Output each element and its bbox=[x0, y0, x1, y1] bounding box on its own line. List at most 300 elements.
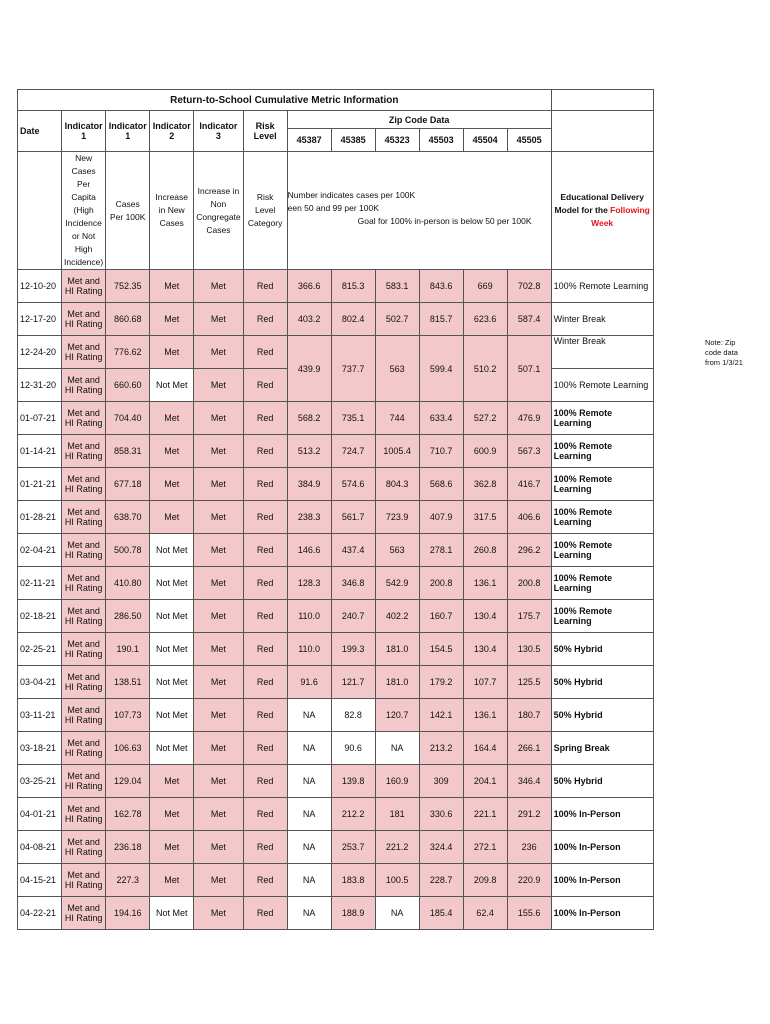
metric-sheet bbox=[17, 89, 654, 930]
row-risk-level: Red bbox=[243, 864, 287, 897]
row-zip-value: 204.1 bbox=[463, 765, 507, 798]
row-zip-value: 362.8 bbox=[463, 468, 507, 501]
row-zip-value: 154.5 bbox=[419, 633, 463, 666]
row-cases-per-100k: 410.80 bbox=[106, 567, 150, 600]
table-row bbox=[18, 270, 654, 303]
row-delivery-model: 100% Remote Learning bbox=[551, 600, 653, 633]
row-indicator2: Met bbox=[150, 270, 194, 303]
row-indicator2: Not Met bbox=[150, 666, 194, 699]
desc-date bbox=[18, 152, 62, 270]
row-date: 03-18-21 bbox=[18, 732, 62, 765]
row-rating: Met and HI Rating bbox=[62, 600, 106, 633]
row-zip-value: 403.2 bbox=[287, 303, 331, 336]
desc-zip-notes bbox=[287, 152, 551, 270]
row-zip-value: 437.4 bbox=[331, 534, 375, 567]
row-zip-value: 91.6 bbox=[287, 666, 331, 699]
zip-note-line2: een 50 and 99 per 100K bbox=[287, 202, 379, 213]
table-row bbox=[18, 501, 654, 534]
row-rating: Met and HI Rating bbox=[62, 567, 106, 600]
row-risk-level: Red bbox=[243, 402, 287, 435]
row-risk-level: Red bbox=[243, 468, 287, 501]
zip-note-line1: Number indicates cases per 100K bbox=[287, 189, 416, 200]
sheet-title: Return-to-School Cumulative Metric Information bbox=[18, 90, 552, 111]
table-row bbox=[18, 435, 654, 468]
row-zip-value: 513.2 bbox=[287, 435, 331, 468]
row-delivery-model: 100% Remote Learning bbox=[551, 468, 653, 501]
header-date: Date bbox=[18, 111, 62, 152]
row-zip-value: 107.7 bbox=[463, 666, 507, 699]
row-zip-value: 510.2 bbox=[463, 336, 507, 402]
row-zip-value: NA bbox=[287, 831, 331, 864]
row-indicator2: Met bbox=[150, 435, 194, 468]
row-zip-value: 278.1 bbox=[419, 534, 463, 567]
row-indicator3: Met bbox=[194, 501, 243, 534]
row-zip-value: 563 bbox=[375, 336, 419, 402]
row-zip-value: 179.2 bbox=[419, 666, 463, 699]
row-cases-per-100k: 776.62 bbox=[106, 336, 150, 369]
row-delivery-model: Winter Break bbox=[551, 336, 653, 369]
row-zip-value: 317.5 bbox=[463, 501, 507, 534]
row-indicator3: Met bbox=[194, 699, 243, 732]
row-zip-value: 164.4 bbox=[463, 732, 507, 765]
row-zip-value: 272.1 bbox=[463, 831, 507, 864]
row-zip-value: NA bbox=[287, 765, 331, 798]
row-date: 12-24-20 bbox=[18, 336, 62, 369]
row-risk-level: Red bbox=[243, 501, 287, 534]
row-rating: Met and HI Rating bbox=[62, 369, 106, 402]
row-indicator2: Not Met bbox=[150, 600, 194, 633]
row-risk-level: Red bbox=[243, 798, 287, 831]
row-date: 02-18-21 bbox=[18, 600, 62, 633]
row-zip-value: 199.3 bbox=[331, 633, 375, 666]
row-zip-value: 633.4 bbox=[419, 402, 463, 435]
row-zip-value: 180.7 bbox=[507, 699, 551, 732]
row-zip-value: 121.7 bbox=[331, 666, 375, 699]
row-zip-value: 843.6 bbox=[419, 270, 463, 303]
row-cases-per-100k: 194.16 bbox=[106, 897, 150, 930]
row-zip-value: 240.7 bbox=[331, 600, 375, 633]
row-cases-per-100k: 704.40 bbox=[106, 402, 150, 435]
row-risk-level: Red bbox=[243, 831, 287, 864]
row-zip-value: 266.1 bbox=[507, 732, 551, 765]
row-rating: Met and HI Rating bbox=[62, 270, 106, 303]
row-zip-value: 406.6 bbox=[507, 501, 551, 534]
row-indicator2: Not Met bbox=[150, 633, 194, 666]
row-delivery-model: Spring Break bbox=[551, 732, 653, 765]
row-risk-level: Red bbox=[243, 897, 287, 930]
row-delivery-model: 100% In-Person bbox=[551, 897, 653, 930]
row-zip-value: 160.9 bbox=[375, 765, 419, 798]
row-indicator3: Met bbox=[194, 303, 243, 336]
row-zip-value: 710.7 bbox=[419, 435, 463, 468]
zip-code-note: Note: Zip code data from 1/3/21 bbox=[705, 338, 743, 367]
row-zip-value: 136.1 bbox=[463, 699, 507, 732]
row-risk-level: Red bbox=[243, 600, 287, 633]
row-delivery-model: 50% Hybrid bbox=[551, 765, 653, 798]
row-indicator2: Met bbox=[150, 468, 194, 501]
row-zip-value: 110.0 bbox=[287, 633, 331, 666]
table-row bbox=[18, 468, 654, 501]
row-cases-per-100k: 500.78 bbox=[106, 534, 150, 567]
header-zip: 45387 bbox=[287, 129, 331, 152]
row-delivery-model: 100% Remote Learning bbox=[551, 402, 653, 435]
row-zip-value: 82.8 bbox=[331, 699, 375, 732]
desc-risk-level: Risk Level Category bbox=[243, 152, 287, 270]
row-zip-value: 130.5 bbox=[507, 633, 551, 666]
row-zip-value: 330.6 bbox=[419, 798, 463, 831]
row-date: 12-31-20 bbox=[18, 369, 62, 402]
row-indicator3: Met bbox=[194, 567, 243, 600]
row-indicator3: Met bbox=[194, 897, 243, 930]
row-zip-value: 181.0 bbox=[375, 633, 419, 666]
row-date: 12-17-20 bbox=[18, 303, 62, 336]
row-zip-value: 136.1 bbox=[463, 567, 507, 600]
row-indicator2: Met bbox=[150, 765, 194, 798]
row-indicator2: Met bbox=[150, 798, 194, 831]
table-row bbox=[18, 567, 654, 600]
row-zip-value: 802.4 bbox=[331, 303, 375, 336]
row-delivery-model: Winter Break bbox=[551, 303, 653, 336]
row-date: 02-11-21 bbox=[18, 567, 62, 600]
row-zip-value: NA bbox=[287, 864, 331, 897]
row-rating: Met and HI Rating bbox=[62, 666, 106, 699]
desc-indicator1b: Cases Per 100K bbox=[106, 152, 150, 270]
row-zip-value: 568.2 bbox=[287, 402, 331, 435]
row-zip-value: 309 bbox=[419, 765, 463, 798]
row-date: 04-01-21 bbox=[18, 798, 62, 831]
row-zip-value: 324.4 bbox=[419, 831, 463, 864]
row-date: 01-07-21 bbox=[18, 402, 62, 435]
row-zip-value: 527.2 bbox=[463, 402, 507, 435]
row-delivery-model: 100% In-Person bbox=[551, 864, 653, 897]
row-zip-value: 130.4 bbox=[463, 600, 507, 633]
row-indicator3: Met bbox=[194, 402, 243, 435]
row-rating: Met and HI Rating bbox=[62, 336, 106, 369]
row-zip-value: 120.7 bbox=[375, 699, 419, 732]
desc-model bbox=[551, 152, 653, 270]
row-zip-value: 804.3 bbox=[375, 468, 419, 501]
header-indicator1b: Indicator 1 bbox=[106, 111, 150, 152]
row-zip-value: 62.4 bbox=[463, 897, 507, 930]
row-zip-value: 296.2 bbox=[507, 534, 551, 567]
row-risk-level: Red bbox=[243, 732, 287, 765]
row-indicator3: Met bbox=[194, 369, 243, 402]
row-delivery-model: 100% Remote Learning bbox=[551, 435, 653, 468]
row-cases-per-100k: 129.04 bbox=[106, 765, 150, 798]
row-cases-per-100k: 227.3 bbox=[106, 864, 150, 897]
row-zip-value: 583.1 bbox=[375, 270, 419, 303]
table-row bbox=[18, 864, 654, 897]
row-zip-value: 128.3 bbox=[287, 567, 331, 600]
row-zip-value: 723.9 bbox=[375, 501, 419, 534]
row-zip-value: 139.8 bbox=[331, 765, 375, 798]
zip-note-line3: Goal for 100% in-person is below 50 per 100K bbox=[357, 215, 532, 226]
row-risk-level: Red bbox=[243, 435, 287, 468]
row-indicator3: Met bbox=[194, 435, 243, 468]
row-indicator2: Met bbox=[150, 303, 194, 336]
header-model-spacer bbox=[551, 111, 653, 152]
header-zip: 45504 bbox=[463, 129, 507, 152]
row-zip-value: 623.6 bbox=[463, 303, 507, 336]
header-indicator1a: Indicator 1 bbox=[62, 111, 106, 152]
row-risk-level: Red bbox=[243, 765, 287, 798]
row-indicator3: Met bbox=[194, 666, 243, 699]
row-rating: Met and HI Rating bbox=[62, 633, 106, 666]
row-cases-per-100k: 286.50 bbox=[106, 600, 150, 633]
table-row bbox=[18, 699, 654, 732]
row-date: 12-10-20 bbox=[18, 270, 62, 303]
row-indicator3: Met bbox=[194, 765, 243, 798]
row-zip-value: 384.9 bbox=[287, 468, 331, 501]
table-row bbox=[18, 600, 654, 633]
header-zip-code-data: Zip Code Data bbox=[287, 111, 551, 129]
row-indicator3: Met bbox=[194, 633, 243, 666]
row-indicator2: Not Met bbox=[150, 732, 194, 765]
row-rating: Met and HI Rating bbox=[62, 732, 106, 765]
row-cases-per-100k: 860.68 bbox=[106, 303, 150, 336]
row-zip-value: 209.8 bbox=[463, 864, 507, 897]
row-zip-value: 702.8 bbox=[507, 270, 551, 303]
row-cases-per-100k: 752.35 bbox=[106, 270, 150, 303]
row-cases-per-100k: 236.18 bbox=[106, 831, 150, 864]
row-zip-value: 110.0 bbox=[287, 600, 331, 633]
row-date: 02-04-21 bbox=[18, 534, 62, 567]
row-zip-value: 236 bbox=[507, 831, 551, 864]
row-date: 03-11-21 bbox=[18, 699, 62, 732]
row-zip-value: 542.9 bbox=[375, 567, 419, 600]
row-zip-value: 416.7 bbox=[507, 468, 551, 501]
row-zip-value: 599.4 bbox=[419, 336, 463, 402]
row-delivery-model: 50% Hybrid bbox=[551, 633, 653, 666]
row-date: 03-25-21 bbox=[18, 765, 62, 798]
row-indicator3: Met bbox=[194, 864, 243, 897]
row-zip-value: 200.8 bbox=[507, 567, 551, 600]
row-risk-level: Red bbox=[243, 336, 287, 369]
row-zip-value: NA bbox=[375, 732, 419, 765]
row-zip-value: 669 bbox=[463, 270, 507, 303]
header-zip: 45505 bbox=[507, 129, 551, 152]
header-risk-level: Risk Level bbox=[243, 111, 287, 152]
row-indicator2: Not Met bbox=[150, 567, 194, 600]
row-indicator3: Met bbox=[194, 336, 243, 369]
row-zip-value: 600.9 bbox=[463, 435, 507, 468]
row-delivery-model: 50% Hybrid bbox=[551, 666, 653, 699]
row-cases-per-100k: 660.60 bbox=[106, 369, 150, 402]
row-rating: Met and HI Rating bbox=[62, 699, 106, 732]
row-zip-value: NA bbox=[287, 798, 331, 831]
row-zip-value: 220.9 bbox=[507, 864, 551, 897]
row-zip-value: 1005.4 bbox=[375, 435, 419, 468]
row-date: 01-28-21 bbox=[18, 501, 62, 534]
model-header-highlight: Following Week bbox=[591, 205, 650, 228]
row-zip-value: 183.8 bbox=[331, 864, 375, 897]
row-cases-per-100k: 138.51 bbox=[106, 666, 150, 699]
row-zip-value: 213.2 bbox=[419, 732, 463, 765]
row-zip-value: NA bbox=[375, 897, 419, 930]
row-zip-value: 181.0 bbox=[375, 666, 419, 699]
row-rating: Met and HI Rating bbox=[62, 402, 106, 435]
row-zip-value: NA bbox=[287, 699, 331, 732]
table-row bbox=[18, 336, 654, 369]
row-zip-value: 228.7 bbox=[419, 864, 463, 897]
header-zip: 45323 bbox=[375, 129, 419, 152]
row-zip-value: 142.1 bbox=[419, 699, 463, 732]
row-indicator3: Met bbox=[194, 270, 243, 303]
row-indicator3: Met bbox=[194, 534, 243, 567]
row-delivery-model: 100% Remote Learning bbox=[551, 270, 653, 303]
row-zip-value: 502.7 bbox=[375, 303, 419, 336]
table-row bbox=[18, 534, 654, 567]
table-row bbox=[18, 798, 654, 831]
row-zip-value: 181 bbox=[375, 798, 419, 831]
row-indicator3: Met bbox=[194, 600, 243, 633]
header-zip: 45503 bbox=[419, 129, 463, 152]
row-zip-value: 735.1 bbox=[331, 402, 375, 435]
row-zip-value: 175.7 bbox=[507, 600, 551, 633]
row-risk-level: Red bbox=[243, 270, 287, 303]
row-zip-value: 407.9 bbox=[419, 501, 463, 534]
row-rating: Met and HI Rating bbox=[62, 534, 106, 567]
row-indicator2: Met bbox=[150, 501, 194, 534]
header-indicator3: Indicator 3 bbox=[194, 111, 243, 152]
row-date: 04-08-21 bbox=[18, 831, 62, 864]
row-cases-per-100k: 677.18 bbox=[106, 468, 150, 501]
row-zip-value: 476.9 bbox=[507, 402, 551, 435]
table-row bbox=[18, 303, 654, 336]
row-rating: Met and HI Rating bbox=[62, 303, 106, 336]
row-date: 04-22-21 bbox=[18, 897, 62, 930]
table-row bbox=[18, 402, 654, 435]
row-zip-value: 587.4 bbox=[507, 303, 551, 336]
row-indicator3: Met bbox=[194, 798, 243, 831]
row-delivery-model: 100% In-Person bbox=[551, 798, 653, 831]
row-zip-value: 402.2 bbox=[375, 600, 419, 633]
row-zip-value: 221.2 bbox=[375, 831, 419, 864]
model-header-text: Educational Delivery Model for the bbox=[554, 192, 644, 215]
table-row bbox=[18, 765, 654, 798]
header-zip: 45385 bbox=[331, 129, 375, 152]
row-risk-level: Red bbox=[243, 534, 287, 567]
row-zip-value: 815.3 bbox=[331, 270, 375, 303]
row-delivery-model: 50% Hybrid bbox=[551, 699, 653, 732]
row-cases-per-100k: 190.1 bbox=[106, 633, 150, 666]
row-zip-value: 568.6 bbox=[419, 468, 463, 501]
row-zip-value: 744 bbox=[375, 402, 419, 435]
row-delivery-model: 100% In-Person bbox=[551, 831, 653, 864]
row-zip-value: 724.7 bbox=[331, 435, 375, 468]
row-indicator2: Met bbox=[150, 864, 194, 897]
row-date: 02-25-21 bbox=[18, 633, 62, 666]
row-zip-value: 155.6 bbox=[507, 897, 551, 930]
row-rating: Met and HI Rating bbox=[62, 897, 106, 930]
row-rating: Met and HI Rating bbox=[62, 864, 106, 897]
row-zip-value: 200.8 bbox=[419, 567, 463, 600]
row-zip-value: 260.8 bbox=[463, 534, 507, 567]
row-zip-value: 125.5 bbox=[507, 666, 551, 699]
row-zip-value: 100.5 bbox=[375, 864, 419, 897]
row-zip-value: 567.3 bbox=[507, 435, 551, 468]
row-cases-per-100k: 107.73 bbox=[106, 699, 150, 732]
row-indicator2: Not Met bbox=[150, 897, 194, 930]
row-zip-value: 346.8 bbox=[331, 567, 375, 600]
row-rating: Met and HI Rating bbox=[62, 468, 106, 501]
row-risk-level: Red bbox=[243, 303, 287, 336]
row-zip-value: 212.2 bbox=[331, 798, 375, 831]
row-risk-level: Red bbox=[243, 633, 287, 666]
row-date: 01-21-21 bbox=[18, 468, 62, 501]
row-zip-value: 221.1 bbox=[463, 798, 507, 831]
row-indicator2: Not Met bbox=[150, 699, 194, 732]
row-date: 04-15-21 bbox=[18, 864, 62, 897]
row-zip-value: 563 bbox=[375, 534, 419, 567]
row-zip-value: 291.2 bbox=[507, 798, 551, 831]
row-risk-level: Red bbox=[243, 699, 287, 732]
row-indicator3: Met bbox=[194, 468, 243, 501]
row-zip-value: 561.7 bbox=[331, 501, 375, 534]
row-delivery-model: 100% Remote Learning bbox=[551, 369, 653, 402]
row-cases-per-100k: 106.63 bbox=[106, 732, 150, 765]
row-indicator2: Met bbox=[150, 831, 194, 864]
row-risk-level: Red bbox=[243, 666, 287, 699]
title-spacer bbox=[551, 90, 653, 111]
table-row bbox=[18, 897, 654, 930]
row-rating: Met and HI Rating bbox=[62, 501, 106, 534]
row-zip-value: 737.7 bbox=[331, 336, 375, 402]
row-zip-value: 507.1 bbox=[507, 336, 551, 402]
row-indicator2: Met bbox=[150, 336, 194, 369]
table-row bbox=[18, 666, 654, 699]
desc-indicator2: Increase in New Cases bbox=[150, 152, 194, 270]
table-row bbox=[18, 633, 654, 666]
row-zip-value: NA bbox=[287, 897, 331, 930]
row-indicator2: Met bbox=[150, 402, 194, 435]
row-indicator2: Not Met bbox=[150, 369, 194, 402]
metric-table bbox=[17, 89, 654, 930]
row-zip-value: 439.9 bbox=[287, 336, 331, 402]
table-row bbox=[18, 831, 654, 864]
desc-indicator1a: New Cases Per Capita (High Incidence or Not High Incidence) bbox=[62, 152, 106, 270]
row-rating: Met and HI Rating bbox=[62, 435, 106, 468]
table-row bbox=[18, 732, 654, 765]
row-delivery-model: 100% Remote Learning bbox=[551, 501, 653, 534]
row-zip-value: 574.6 bbox=[331, 468, 375, 501]
row-risk-level: Red bbox=[243, 369, 287, 402]
row-zip-value: 188.9 bbox=[331, 897, 375, 930]
row-rating: Met and HI Rating bbox=[62, 798, 106, 831]
desc-indicator3: Increase in Non Congregate Cases bbox=[194, 152, 243, 270]
row-rating: Met and HI Rating bbox=[62, 831, 106, 864]
row-zip-value: NA bbox=[287, 732, 331, 765]
row-indicator3: Met bbox=[194, 732, 243, 765]
header-indicator2: Indicator 2 bbox=[150, 111, 194, 152]
row-zip-value: 346.4 bbox=[507, 765, 551, 798]
row-date: 03-04-21 bbox=[18, 666, 62, 699]
row-cases-per-100k: 858.31 bbox=[106, 435, 150, 468]
row-indicator2: Not Met bbox=[150, 534, 194, 567]
row-cases-per-100k: 638.70 bbox=[106, 501, 150, 534]
row-zip-value: 160.7 bbox=[419, 600, 463, 633]
row-zip-value: 815.7 bbox=[419, 303, 463, 336]
row-cases-per-100k: 162.78 bbox=[106, 798, 150, 831]
row-zip-value: 130.4 bbox=[463, 633, 507, 666]
row-delivery-model: 100% Remote Learning bbox=[551, 567, 653, 600]
row-zip-value: 253.7 bbox=[331, 831, 375, 864]
row-indicator3: Met bbox=[194, 831, 243, 864]
row-zip-value: 185.4 bbox=[419, 897, 463, 930]
row-delivery-model: 100% Remote Learning bbox=[551, 534, 653, 567]
row-zip-value: 238.3 bbox=[287, 501, 331, 534]
row-zip-value: 366.6 bbox=[287, 270, 331, 303]
